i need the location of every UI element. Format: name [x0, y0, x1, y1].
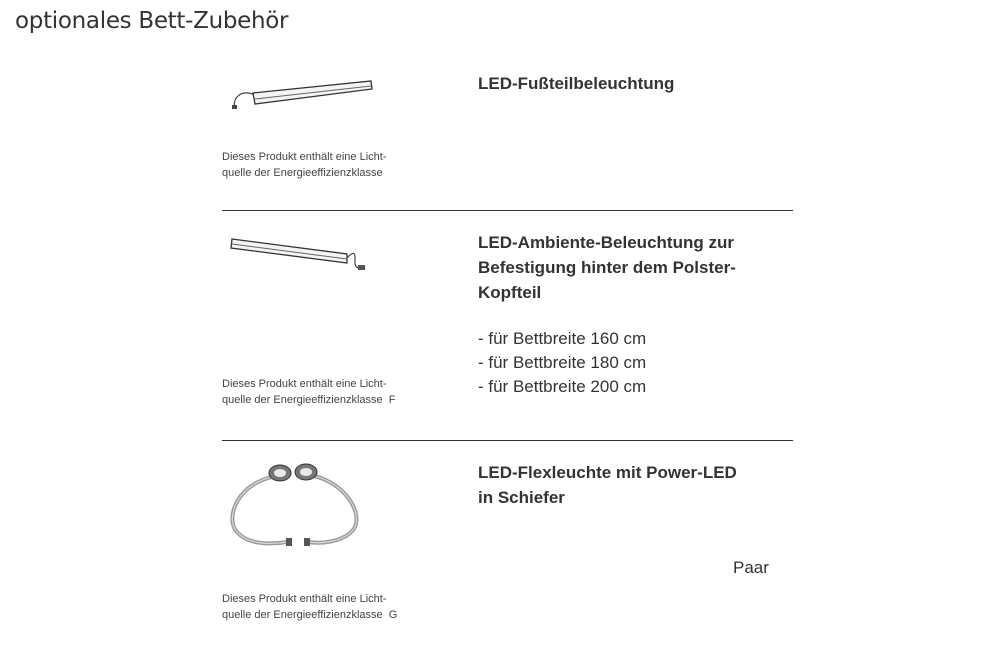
page-title: optionales Bett-Zubehör: [15, 8, 289, 34]
unit-label: Paar: [733, 558, 769, 577]
energy-note-line: quelle der Energieeffizienzklasse G: [222, 609, 398, 621]
energy-class: F: [388, 394, 396, 406]
section-divider: [222, 210, 793, 211]
energy-note: [222, 149, 386, 181]
energy-note-line: Dieses Produkt enthält eine Licht-: [222, 151, 387, 163]
energy-note-line: quelle der Energieeffizienzklasse F: [222, 394, 396, 406]
energy-note: [222, 591, 397, 623]
energy-class: G: [388, 609, 398, 621]
led-foot-light-image: [225, 76, 380, 112]
product-title: LED-Fußteilbeleuchtung: [478, 74, 675, 93]
energy-note: [222, 376, 395, 408]
led-ambient-light-image: [226, 232, 376, 278]
led-flex-lamp-image: [225, 460, 365, 552]
product-title: LED-Flexleuchte mit Power-LED in Schiefer: [478, 463, 737, 507]
energy-note-line: quelle der Energieeffizienzklasse: [222, 167, 383, 179]
energy-note-line: Dieses Produkt enthält eine Licht-: [222, 593, 387, 605]
list-item: - für Bettbreite 160 cm: [478, 329, 647, 348]
list-item: - für Bettbreite 200 cm: [478, 377, 647, 396]
energy-note-line: Dieses Produkt enthält eine Licht-: [222, 378, 387, 390]
list-item: - für Bettbreite 180 cm: [478, 353, 647, 372]
bed-width-list: [478, 327, 646, 399]
section-divider: [222, 440, 793, 441]
product-title: LED-Ambiente-Beleuchtung zur Befestigung hinter dem Polster- Kopfteil: [478, 233, 736, 302]
